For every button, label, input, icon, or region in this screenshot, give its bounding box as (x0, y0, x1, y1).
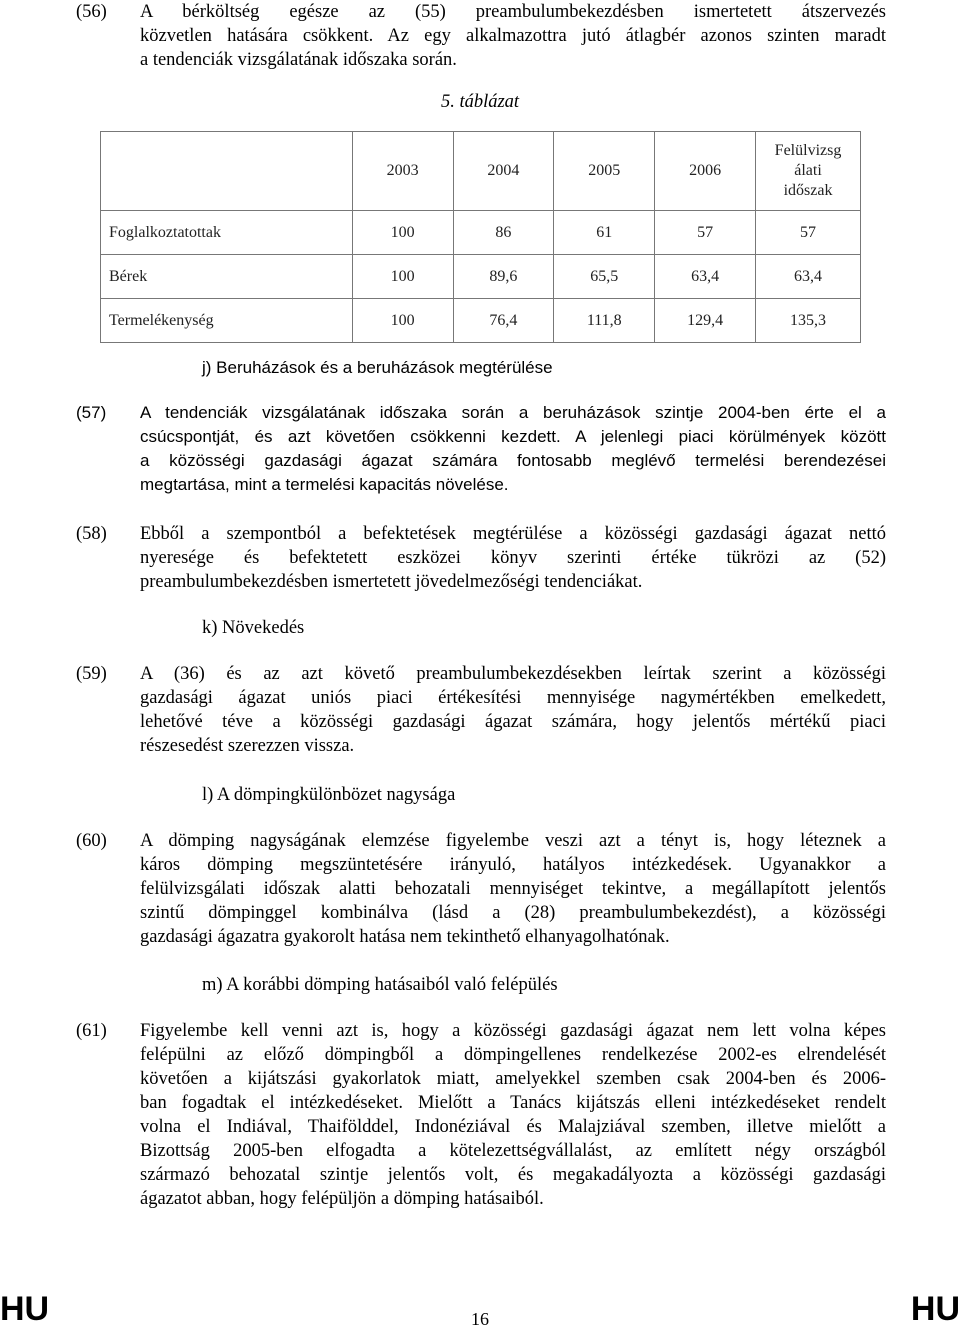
paragraph-number: (61) (76, 1021, 107, 1041)
text-line: csúcspontját, és azt követően csökkenni kezdett. A jelenlegi piaci körülmények között (140, 427, 886, 446)
paragraph-number: (59) (76, 664, 107, 684)
table-cell: 65,5 (554, 255, 655, 299)
paragraph-text (140, 401, 886, 497)
paragraph-text (140, 829, 886, 949)
table-cell: 57 (655, 211, 756, 255)
language-code-left: HU (0, 1290, 50, 1328)
table-cell: 111,8 (554, 299, 655, 343)
text-line: származó behozatal szintje jelentős volt, és megakadályozta a közösségi gazdasági (140, 1165, 886, 1185)
table-cell: 89,6 (453, 255, 554, 299)
table-5 (100, 131, 861, 343)
table-header-cell: 2006 (655, 132, 756, 211)
table-row (101, 299, 861, 343)
text-line: felülvizsgálati időszak alatti behozatali mennyiséget tekintve, a megállapított jelentős (140, 879, 886, 899)
row-label: Bérek (101, 255, 353, 299)
table-cell: 100 (352, 211, 453, 255)
text-line: ágazatot abban, hogy felépüljön a dömping hatásaiból. (140, 1189, 544, 1209)
text-line: ban fogadtak el intézkedéseket. Mielőtt a Tanács kijátszás elleni intézkedéseket rendelt (140, 1093, 886, 1113)
table-header-cell: 2004 (453, 132, 554, 211)
row-label: Termelékenység (101, 299, 353, 343)
table-header-cell (101, 132, 353, 211)
text-line: a tendenciák vizsgálatának időszaka során. (140, 50, 457, 70)
text-line: nyeresége és befektetett eszközei könyv szerinti értéke tükrözi az (52) (140, 548, 886, 568)
text-line: a közösségi gazdasági ágazat számára fontosabb meglévő termelési berendezései (140, 451, 886, 470)
text-line: volna el Indiával, Thaifölddel, Indonéziával és Malajziával szemben, illetve mielőtt a (140, 1117, 886, 1137)
paragraph-text (140, 1019, 886, 1211)
paragraph-number: (60) (76, 831, 107, 851)
paragraph-text (140, 662, 886, 758)
paragraph-text (140, 522, 886, 594)
table-cell: 63,4 (756, 255, 861, 299)
text-line: A (36) és az azt követő preambulumbekezdésekben leírtak szerint a közösségi (140, 664, 886, 684)
paragraph-number: (57) (76, 403, 107, 422)
section-heading-m: m) A korábbi dömping hatásaiból való felépülés (202, 975, 558, 995)
table-cell: 135,3 (756, 299, 861, 343)
table-row (101, 211, 861, 255)
text-line: A bérköltség egésze az (55) preambulumbekezdésben ismertetett átszervezés (140, 2, 886, 22)
table-cell: 61 (554, 211, 655, 255)
row-label: Foglalkoztatottak (101, 211, 353, 255)
text-line: Bizottság 2005-ben elfogadta a kötelezettségvállalást, az említett négy országból (140, 1141, 886, 1161)
text-line: káros dömping megszüntetésére irányuló, hatályos intézkedések. Ugyanakkor a (140, 855, 886, 875)
text-line: megtartása, mint a termelési kapacitás növelése. (140, 475, 509, 494)
page-number: 16 (471, 1309, 489, 1329)
text-line: Ebből a szempontból a befektetések megtérülése a közösségi gazdasági ágazat nettó (140, 524, 886, 544)
text-line: Figyelembe kell venni azt is, hogy a közösségi gazdasági ágazat nem lett volna képes (140, 1021, 886, 1041)
paragraph-number: (58) (76, 524, 107, 544)
text-line: preambulumbekezdésben ismertetett jövedelmezőségi tendenciákat. (140, 572, 643, 592)
table-row (101, 255, 861, 299)
text-line: közvetlen hatására csökkent. Az egy alkalmazottra jutó átlagbér azonos szinten maradt (140, 26, 886, 46)
text-line: A tendenciák vizsgálatának időszaka során a beruházások szintje 2004-ben érte el a (140, 403, 886, 422)
table-header-cell: 2005 (554, 132, 655, 211)
table-cell: 100 (352, 255, 453, 299)
text-line: szintű dömpinggel kombinálva (lásd a (28) preambulumbekezdést), a közösségi (140, 903, 886, 923)
table-cell: 86 (453, 211, 554, 255)
table-cell: 57 (756, 211, 861, 255)
table-cell: 63,4 (655, 255, 756, 299)
table-header-row (101, 132, 861, 211)
section-heading-j: j) Beruházások és a beruházások megtérülése (202, 358, 553, 377)
section-heading-k: k) Növekedés (202, 618, 305, 638)
table-cell: 76,4 (453, 299, 554, 343)
paragraph-number: (56) (76, 2, 107, 22)
paragraph-text (140, 0, 886, 72)
text-line: gazdasági ágazatra gyakorolt hatása nem tekinthető elhanyagolhatónak. (140, 927, 670, 947)
text-line: lehetővé téve a közösségi gazdasági ágazat számára, hogy jelentős mértékű piaci (140, 712, 886, 732)
text-line: felépülni az előző dömpingből a dömpingellenes rendelkezése 2002-es elrendelését (140, 1045, 886, 1065)
table-header-cell: 2003 (352, 132, 453, 211)
table-header-cell: Felülvizsg álati időszak (756, 132, 861, 211)
text-line: követően a kijátszási gyakorlatok miatt, amelyekkel szemben csak 2004-ben és 2006- (140, 1069, 886, 1089)
text-line: A dömping nagyságának elemzése figyelembe veszi azt a tényt is, hogy léteznek a (140, 831, 886, 851)
text-line: gazdasági ágazat uniós piaci értékesítési mennyisége nagymértékben emelkedett, (140, 688, 886, 708)
table-cell: 100 (352, 299, 453, 343)
table-cell: 129,4 (655, 299, 756, 343)
table-caption: 5. táblázat (440, 92, 520, 112)
language-code-right: HU (910, 1290, 960, 1328)
text-line: részesedést szerezzen vissza. (140, 736, 355, 756)
section-heading-l: l) A dömpingkülönbözet nagysága (202, 785, 456, 805)
